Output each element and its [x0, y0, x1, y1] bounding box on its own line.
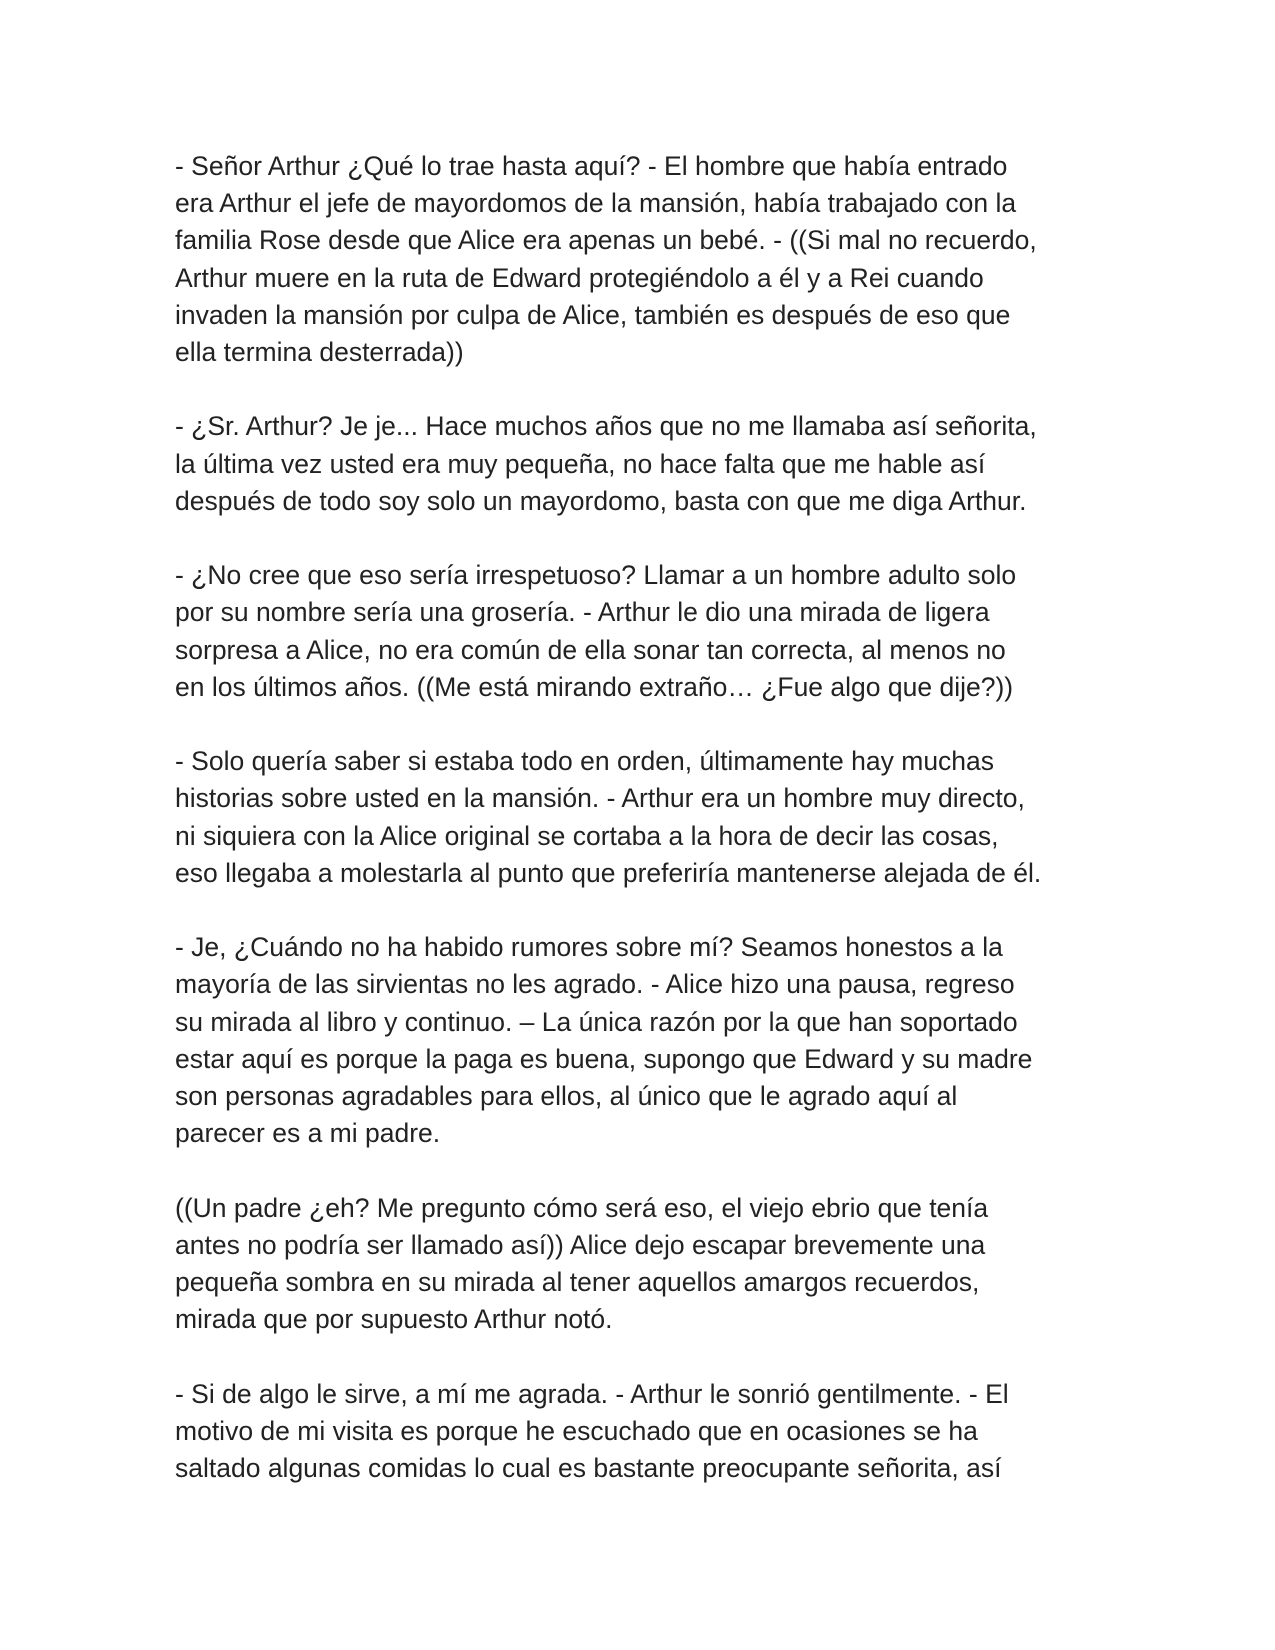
text-line: historias sobre usted en la mansión. - Arthur era un hombre muy directo, [175, 783, 1025, 814]
text-line: pequeña sombra en su mirada al tener aquellos amargos recuerdos, [175, 1267, 980, 1298]
text-line: - ¿Sr. Arthur? Je je... Hace muchos años que no me llamaba así señorita, [175, 411, 1037, 442]
text-line: ni siquiera con la Alice original se cortaba a la hora de decir las cosas, [175, 820, 999, 851]
text-line: por su nombre sería una grosería. - Arthur le dio una mirada de ligera [175, 597, 990, 628]
text-line: son personas agradables para ellos, al único que le agrado aquí al [175, 1081, 958, 1112]
text-line: en los últimos años. ((Me está mirando extraño… ¿Fue algo que dije?)) [175, 671, 1014, 702]
text-line: antes no podría ser llamado así)) Alice dejo escapar brevemente una [175, 1229, 986, 1260]
text-line: ella termina desterrada)) [175, 337, 464, 368]
text-line: saltado algunas comidas lo cual es bastante preocupante señorita, así [175, 1453, 1002, 1484]
text-line: la última vez usted era muy pequeña, no hace falta que me hable así [175, 448, 986, 479]
text-line: su mirada al libro y continuo. – La única razón por la que han soportado [175, 1006, 1018, 1037]
text-line: ((Un padre ¿eh? Me pregunto cómo será eso, el viejo ebrio que tenía [175, 1192, 989, 1223]
text-line: - Si de algo le sirve, a mí me agrada. - Arthur le sonrió gentilmente. - El [175, 1378, 1009, 1409]
text-line: familia Rose desde que Alice era apenas un bebé. - ((Si mal no recuerdo, [175, 225, 1037, 256]
paragraph [175, 743, 1095, 892]
paragraph [175, 1190, 1095, 1339]
text-line: mayoría de las sirvientas no les agrado. - Alice hizo una pausa, regreso [175, 969, 1015, 1000]
text-line: motivo de mi visita es porque he escuchado que en ocasiones se ha [175, 1415, 978, 1446]
text-line: mirada que por supuesto Arthur notó. [175, 1304, 613, 1335]
paragraph [175, 148, 1095, 371]
text-line: - ¿No cree que eso sería irrespetuoso? Llamar a un hombre adulto solo [175, 560, 1017, 591]
text-line: invaden la mansión por culpa de Alice, también es después de eso que [175, 299, 1011, 330]
text-line: era Arthur el jefe de mayordomos de la mansión, había trabajado con la [175, 188, 1017, 219]
text-line: estar aquí es porque la paga es buena, supongo que Edward y su madre [175, 1043, 1033, 1074]
paragraph [175, 1376, 1095, 1488]
paragraph [175, 557, 1095, 706]
text-line: sorpresa a Alice, no era común de ella sonar tan correcta, al menos no [175, 634, 1006, 665]
paragraph [175, 929, 1095, 1152]
text-line: - Solo quería saber si estaba todo en orden, últimamente hay muchas [175, 746, 995, 777]
text-line: parecer es a mi padre. [175, 1118, 441, 1149]
text-line: - Señor Arthur ¿Qué lo trae hasta aquí? - El hombre que había entrado [175, 151, 1008, 181]
text-line: después de todo soy solo un mayordomo, basta con que me diga Arthur. [175, 485, 1027, 516]
text-line: Arthur muere en la ruta de Edward protegiéndolo a él y a Rei cuando [175, 262, 984, 293]
text-line: - Je, ¿Cuándo no ha habido rumores sobre mí? Seamos honestos a la [175, 932, 1003, 963]
paragraph [175, 408, 1095, 520]
document-body [175, 148, 1095, 1524]
text-line: eso llegaba a molestarla al punto que preferiría mantenerse alejada de él. [175, 857, 1042, 888]
